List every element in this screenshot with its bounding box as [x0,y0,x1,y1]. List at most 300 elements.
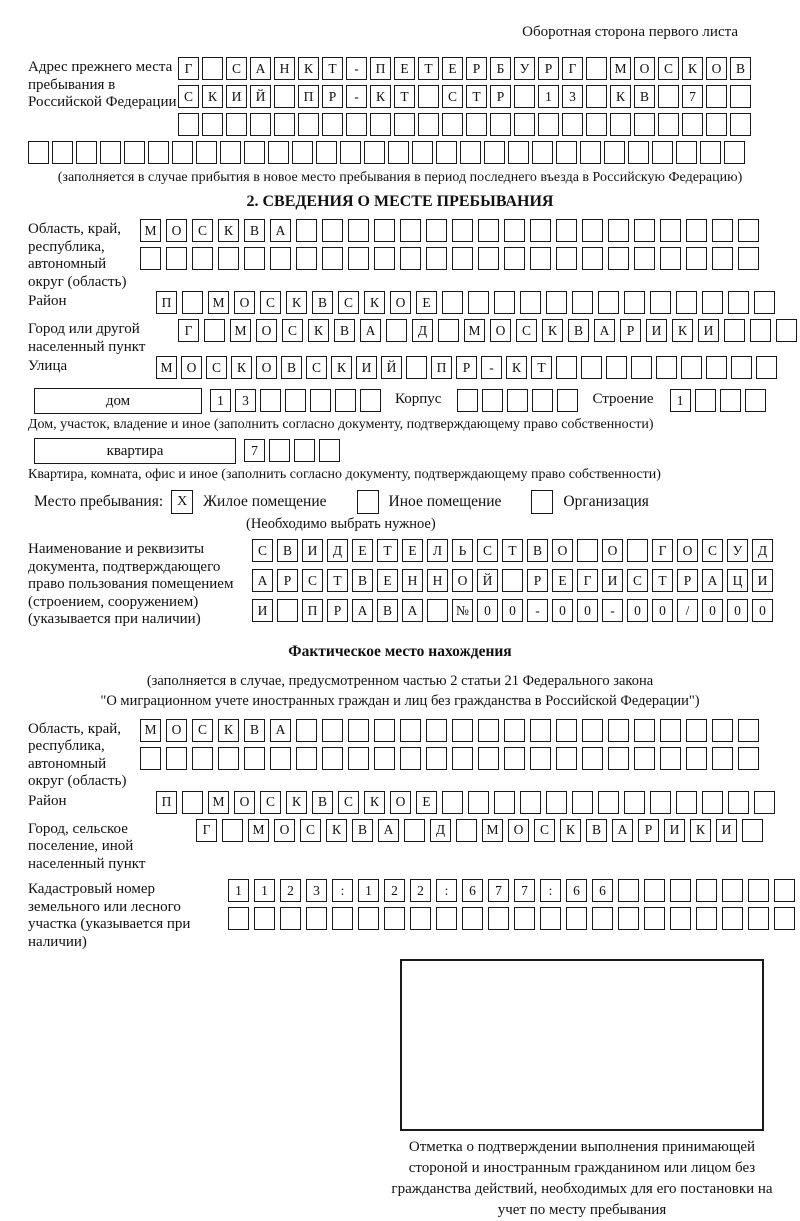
char-cell [478,219,499,242]
char-cell [468,791,489,814]
char-cell [702,791,723,814]
char-cell: Г [562,57,583,80]
char-cell [730,113,751,136]
char-cell [520,791,541,814]
char-cell: С [192,219,213,242]
char-cell: И [646,319,667,342]
char-cell [582,219,603,242]
char-cell: И [602,569,623,592]
char-cell [572,791,593,814]
char-cell [676,791,697,814]
char-cell: 0 [502,599,523,622]
char-cell: И [226,85,247,108]
house-note: Дом, участок, владение и иное (заполнить согласно документу, подтверждающему право собственности) [28,417,654,432]
char-cell [348,247,369,270]
char-cell: Т [502,539,523,562]
char-cell: О [234,791,255,814]
char-cell: И [356,356,377,379]
char-cell: С [206,356,227,379]
fact-city-label: Город, сельское поселение, иной населенный пункт [28,820,146,872]
char-cell [660,247,681,270]
district-label: Район [28,293,67,309]
char-cell [582,719,603,742]
char-cell: Р [456,356,477,379]
actual-location-note-line1: (заполняется в случае, предусмотренном частью 2 статьи 21 Федерального закона [146,672,654,689]
char-cell [442,291,463,314]
char-cell: С [192,719,213,742]
char-cell: О [508,819,529,842]
char-cell [228,907,249,930]
char-cell: К [690,819,711,842]
char-cell: Е [552,569,573,592]
char-cell [436,907,457,930]
char-cell [438,319,459,342]
char-cell: 3 [562,85,583,108]
char-cell [269,439,290,462]
char-cell: 7 [682,85,703,108]
actual-location-note-line2: "О миграционном учете иностранных граждан и лиц без гражданства в Российской Федерации") [100,692,700,709]
char-cell [386,319,407,342]
char-cell: К [331,356,352,379]
char-cell [582,747,603,770]
char-cell: О [452,569,473,592]
char-cell [676,141,697,164]
district-row [156,291,775,314]
char-cell: М [464,319,485,342]
char-cell [508,141,529,164]
char-cell [608,219,629,242]
char-cell [676,291,697,314]
char-cell [426,747,447,770]
char-cell: Р [327,599,348,622]
char-cell [586,85,607,108]
char-cell [76,141,97,164]
char-cell: Ц [727,569,748,592]
char-cell: А [270,219,291,242]
char-cell [466,113,487,136]
apartment-field-rect: квартира [34,438,236,464]
char-cell [530,747,551,770]
char-cell [557,389,578,412]
char-cell [507,389,528,412]
char-cell: М [610,57,631,80]
char-cell: 3 [235,389,256,412]
char-cell [268,141,289,164]
char-cell [686,247,707,270]
char-cell [724,141,745,164]
char-cell [182,791,203,814]
char-cell [722,879,743,902]
char-cell: В [634,85,655,108]
char-cell [556,719,577,742]
char-cell [686,747,707,770]
char-cell [388,141,409,164]
char-cell: А [402,599,423,622]
char-cell [404,819,425,842]
char-cell [598,791,619,814]
char-cell: П [370,57,391,80]
organization-label: Организация [563,493,649,510]
char-cell [538,113,559,136]
char-cell: С [338,791,359,814]
char-cell: О [166,219,187,242]
char-cell [332,907,353,930]
char-cell: В [244,219,265,242]
char-cell [634,113,655,136]
cadastral-row-2 [228,907,795,930]
char-cell [504,247,525,270]
fact-region-label: Область, край, республика, автономный округ (область) [28,720,127,789]
char-cell [335,389,356,412]
char-cell [514,85,535,108]
char-cell: Й [381,356,402,379]
char-cell [695,389,716,412]
char-cell [720,389,741,412]
char-cell: Д [430,819,451,842]
char-cell [738,719,759,742]
apartment-note: Квартира, комната, офис и иное (заполнить согласно документу, подтверждающему право собственности) [28,467,661,482]
char-cell [566,907,587,930]
char-cell [250,113,271,136]
section2-title: 2. СВЕДЕНИЯ О МЕСТЕ ПРЕБЫВАНИЯ [246,193,554,210]
char-cell: Г [178,57,199,80]
char-cell [730,85,751,108]
char-cell [148,141,169,164]
char-cell [634,719,655,742]
char-cell [580,141,601,164]
korpus-boxes [457,389,578,412]
char-cell [172,141,193,164]
char-cell [742,819,763,842]
char-cell: Р [277,569,298,592]
char-cell: 1 [538,85,559,108]
char-cell [452,219,473,242]
char-cell [410,907,431,930]
char-cell: Н [274,57,295,80]
char-cell: Н [427,569,448,592]
char-cell [754,791,775,814]
prev-address-row-1 [178,57,772,80]
house-row [34,388,772,414]
char-cell: Д [752,539,773,562]
char-cell: Д [412,319,433,342]
char-cell: - [481,356,502,379]
char-cell: О [274,819,295,842]
char-cell [530,247,551,270]
char-cell: О [552,539,573,562]
char-cell [738,247,759,270]
char-cell [488,907,509,930]
char-cell [374,219,395,242]
char-cell [774,907,795,930]
char-cell [100,141,121,164]
char-cell [442,791,463,814]
char-cell [298,113,319,136]
char-cell: У [727,539,748,562]
char-cell: 7 [488,879,509,902]
char-cell [722,907,743,930]
prev-address-boxes [178,57,772,141]
char-cell: Е [402,539,423,562]
char-cell [686,219,707,242]
char-cell [750,319,771,342]
char-cell [686,719,707,742]
char-cell [586,113,607,136]
char-cell: С [516,319,537,342]
char-cell: / [677,599,698,622]
char-cell [520,291,541,314]
prev-address-note: (заполняется в случае прибытия в новое место пребывания в период последнего въезда в Российскую Федерацию) [57,170,743,185]
char-cell [348,719,369,742]
char-cell [166,747,187,770]
char-cell [322,113,343,136]
char-cell [384,907,405,930]
char-cell: : [436,879,457,902]
char-cell: 0 [727,599,748,622]
stay-place-row [34,490,772,514]
char-cell [581,356,602,379]
char-cell: А [250,57,271,80]
char-cell [606,356,627,379]
choose-note: (Необходимо выбрать нужное) [246,516,436,532]
char-cell: И [252,599,273,622]
char-cell: Р [620,319,641,342]
char-cell: 0 [702,599,723,622]
char-cell: К [542,319,563,342]
char-cell [745,389,766,412]
char-cell [572,291,593,314]
document-label: Наименование и реквизиты документа, подтверждающего право пользования помещением (строением, сооружением) (указывается при наличии) [28,541,234,627]
char-cell [532,141,553,164]
char-cell [490,113,511,136]
char-cell: Ь [452,539,473,562]
char-cell [670,879,691,902]
char-cell [660,747,681,770]
char-cell: В [586,819,607,842]
char-cell: К [308,319,329,342]
char-cell: К [218,219,239,242]
char-cell [400,247,421,270]
char-cell [192,747,213,770]
char-cell [374,247,395,270]
char-cell: Г [577,569,598,592]
char-cell: 1 [210,389,231,412]
char-cell: К [231,356,252,379]
char-cell: С [658,57,679,80]
char-cell [28,141,49,164]
char-cell: Г [652,539,673,562]
char-cell: Т [322,57,343,80]
char-cell: С [477,539,498,562]
char-cell: 2 [410,879,431,902]
char-cell: Й [477,569,498,592]
char-cell: К [286,291,307,314]
char-cell [738,219,759,242]
char-cell: К [218,719,239,742]
char-cell [728,791,749,814]
char-cell: 0 [577,599,598,622]
fact-region-row-2 [140,747,772,770]
char-cell: М [230,319,251,342]
char-cell [406,356,427,379]
stroenie-boxes [670,389,766,412]
char-cell [319,439,340,462]
char-cell [634,747,655,770]
char-cell: Е [377,569,398,592]
char-cell [400,719,421,742]
char-cell [681,356,702,379]
char-cell: Е [442,57,463,80]
char-cell [682,113,703,136]
char-cell: А [252,569,273,592]
char-cell: В [281,356,302,379]
char-cell [540,907,561,930]
char-cell [546,791,567,814]
char-cell: Б [490,57,511,80]
char-cell: Т [327,569,348,592]
char-cell [374,719,395,742]
fact-region-row-1 [140,719,772,742]
char-cell: Л [427,539,448,562]
document-row-3 [252,599,773,622]
char-cell: М [208,791,229,814]
char-cell [504,719,525,742]
char-cell [460,141,481,164]
char-cell [660,219,681,242]
char-cell [776,319,797,342]
char-cell [296,247,317,270]
char-cell: А [612,819,633,842]
char-cell: К [682,57,703,80]
region-label: Область, край, республика, автономный округ (область) [28,221,127,290]
char-cell: С [338,291,359,314]
char-cell [218,747,239,770]
char-cell: - [527,599,548,622]
char-cell [374,747,395,770]
char-cell: В [568,319,589,342]
char-cell [504,219,525,242]
char-cell [244,141,265,164]
stroenie-label: Строение [592,391,654,407]
char-cell [412,141,433,164]
char-cell [728,291,749,314]
apartment-number-boxes [244,439,340,462]
char-cell [478,247,499,270]
char-cell [178,113,199,136]
char-cell [204,319,225,342]
char-cell: № [452,599,473,622]
char-cell: А [594,319,615,342]
char-cell [644,907,665,930]
char-cell: Т [418,57,439,80]
char-cell: О [390,291,411,314]
char-cell [340,141,361,164]
char-cell [306,907,327,930]
char-cell [546,291,567,314]
char-cell: С [178,85,199,108]
char-cell [140,747,161,770]
char-cell [656,356,677,379]
char-cell: Й [250,85,271,108]
page-side-note: Оборотная сторона первого листа [522,24,738,40]
char-cell: О [256,356,277,379]
house-field-rect: дом [34,388,202,414]
char-cell: О [181,356,202,379]
char-cell [670,907,691,930]
apartment-row [34,438,772,464]
document-row-2 [252,569,773,592]
char-cell [618,907,639,930]
other-premises-label: Иное помещение [388,493,502,510]
char-cell [502,569,523,592]
char-cell: 6 [566,879,587,902]
char-cell [436,141,457,164]
char-cell [296,747,317,770]
char-cell [731,356,752,379]
char-cell: - [346,57,367,80]
char-cell: Т [652,569,673,592]
city-label: Город или другой населенный пункт [28,321,146,355]
char-cell: О [256,319,277,342]
char-cell [494,291,515,314]
char-cell [322,219,343,242]
char-cell: В [352,819,373,842]
char-cell [712,719,733,742]
char-cell [394,113,415,136]
region-row-1 [140,219,772,242]
char-cell [182,291,203,314]
char-cell [468,291,489,314]
char-cell: 6 [592,879,613,902]
char-cell: О [166,719,187,742]
actual-location-note [28,671,772,711]
char-cell [292,141,313,164]
char-cell: В [244,719,265,742]
char-cell: Т [394,85,415,108]
char-cell: 0 [627,599,648,622]
char-cell: Н [402,569,423,592]
char-cell [530,719,551,742]
char-cell: В [334,319,355,342]
char-cell [196,141,217,164]
char-cell: 1 [228,879,249,902]
char-cell [456,819,477,842]
other-premises-checkbox [357,490,379,514]
char-cell: П [298,85,319,108]
char-cell [270,247,291,270]
char-cell [322,719,343,742]
char-cell [774,879,795,902]
char-cell: К [202,85,223,108]
char-cell [634,247,655,270]
char-cell: Р [677,569,698,592]
char-cell: - [602,599,623,622]
char-cell [478,747,499,770]
char-cell: А [352,599,373,622]
char-cell [660,719,681,742]
char-cell: П [302,599,323,622]
char-cell: О [706,57,727,80]
char-cell: С [252,539,273,562]
char-cell [756,356,777,379]
char-cell [285,389,306,412]
char-cell [748,879,769,902]
char-cell: Г [196,819,217,842]
char-cell: К [364,791,385,814]
actual-location-title: Фактическое место нахождения [288,642,512,660]
char-cell: С [534,819,555,842]
char-cell: К [506,356,527,379]
